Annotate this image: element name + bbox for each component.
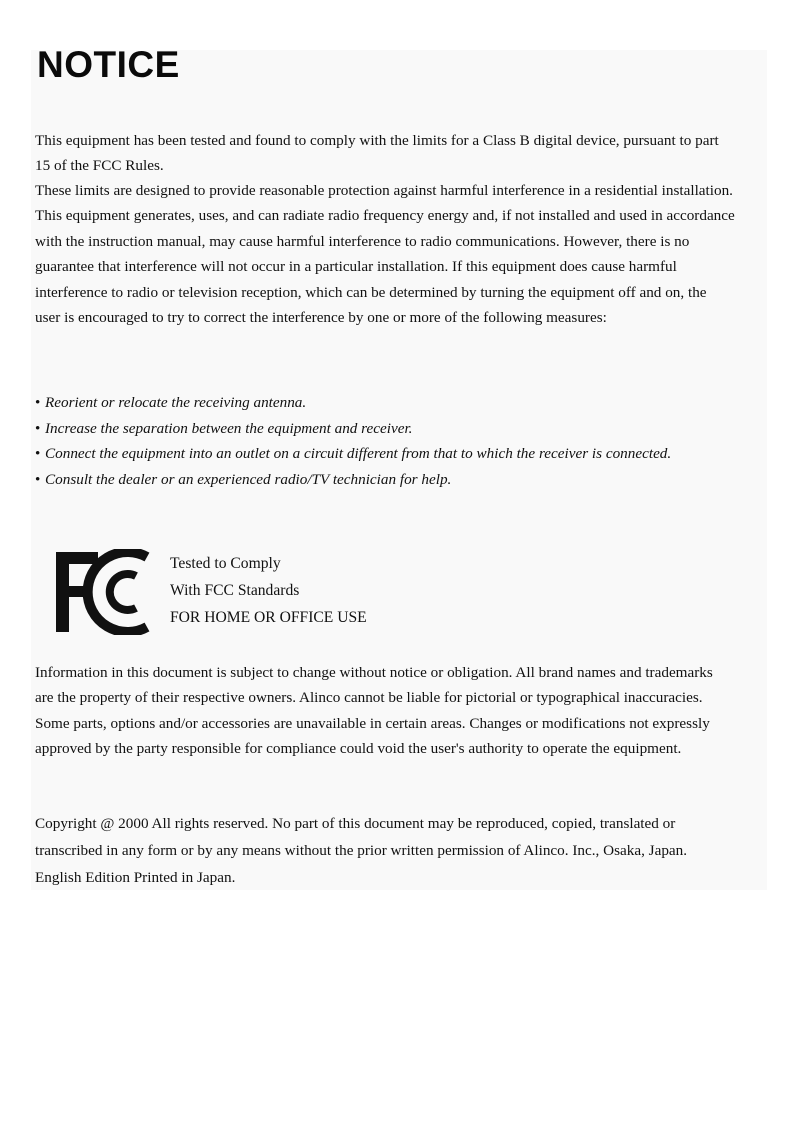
list-item	[35, 441, 735, 467]
measure-text: Connect the equipment into an outlet on a circuit different from that to which the receiver is connected.	[45, 445, 672, 463]
fcc-compliance-badge-text	[170, 550, 367, 631]
information-paragraph: Information in this document is subject to change without notice or obligation. All brand names and trademarks are the property of their respective owners. Alinco cannot be liable for pictorial or typographical inaccuracies. Some parts, options and/or accessories are unavailable in certain areas. Changes or modifications not expressly approved by the party responsible for compliance could void the user's authority to operate the equipment.	[35, 664, 713, 758]
fcc-logo-icon	[52, 549, 152, 635]
page-title: NOTICE	[37, 44, 180, 85]
bullet-icon: •	[35, 445, 41, 463]
corrective-measures-list	[35, 390, 735, 492]
fcc-line-standards: With FCC Standards	[170, 582, 300, 599]
measure-text: Increase the separation between the equipment and receiver.	[45, 419, 413, 437]
list-item	[35, 467, 735, 493]
fcc-line-tested: Tested to Comply	[170, 555, 281, 572]
bullet-icon: •	[35, 419, 41, 437]
fcc-line-use: FOR HOME OR OFFICE USE	[170, 609, 367, 626]
interference-limits-paragraph: These limits are designed to provide reasonable protection against harmful interference in a residential installation. This equipment generates, uses, and can radiate radio frequency energy and, if not installed and used in accordance with the instruction manual, may cause harmful interference to radio communications. However, there is no guarantee that interference will not occur in a particular installation. If this equipment does cause harmful interference to radio or television reception, which can be determined by turning the equipment off and on, the user is encouraged to try to correct the interference by one or more of the following measures:	[35, 182, 735, 327]
fcc-compliance-paragraph: This equipment has been tested and found to comply with the limits for a Class B digital device, pursuant to part 15 of the FCC Rules.	[35, 132, 719, 175]
list-item	[35, 390, 735, 416]
bullet-icon: •	[35, 394, 41, 411]
measure-text: Reorient or relocate the receiving antenna.	[45, 394, 307, 411]
measure-text: Consult the dealer or an experienced radio/TV technician for help.	[45, 470, 452, 488]
list-item	[35, 416, 735, 442]
copyright-paragraph: Copyright @ 2000 All rights reserved. No part of this document may be reproduced, copied, translated or transcribed in any form or by any means without the prior written permission of Alinco. Inc., Osaka, Japan. English Edition Printed in Japan.	[35, 815, 688, 886]
bullet-icon: •	[35, 470, 41, 488]
